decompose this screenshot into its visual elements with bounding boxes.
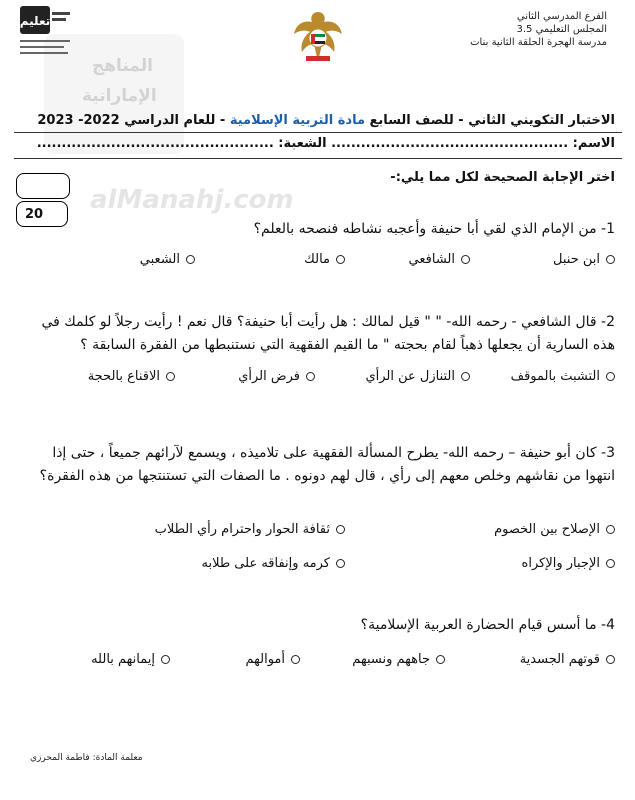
divider xyxy=(14,132,622,133)
radio-icon[interactable] xyxy=(186,255,195,264)
radio-icon[interactable] xyxy=(461,372,470,381)
option[interactable]: التشبث بالموقف xyxy=(511,369,615,384)
radio-icon[interactable] xyxy=(336,559,345,568)
option[interactable]: الإصلاح بين الخصوم xyxy=(494,522,615,537)
question-1: 1- من الإمام الذي لقي أبا حنيفة وأعجبه نشاطه فنصحه بالعلم؟ xyxy=(253,221,615,237)
option[interactable]: ثقافة الحوار واحترام رأي الطلاب xyxy=(155,522,345,537)
student-name-field[interactable]: الاسم: ................................................ الشعبة: ................................................ xyxy=(36,136,615,151)
school-line: مدرسة الهجرة الحلقة الثانية بنات xyxy=(470,37,607,48)
option[interactable]: إيمانهم بالله xyxy=(91,652,170,667)
option[interactable]: فرض الرأي xyxy=(238,369,315,384)
radio-icon[interactable] xyxy=(166,372,175,381)
question-3: 3- كان أبو حنيفة – رحمه الله- يطرح المسألة الفقهية على تلاميذه ، ويسمع لآرائهم جميعاً ، حتى إذا انتهوا من نقاشهم وخلص معهم إلى رأي ، قال لهم دونوه . ما الصفات التي تستنتجها من هذه الفقرة؟ xyxy=(39,445,615,484)
radio-icon[interactable] xyxy=(291,655,300,664)
radio-icon[interactable] xyxy=(306,372,315,381)
score-box[interactable] xyxy=(16,173,70,199)
divider xyxy=(14,158,622,159)
radio-icon[interactable] xyxy=(606,525,615,534)
exam-subject: مادة التربية الإسلامية xyxy=(229,113,366,128)
question-4: 4- ما أسس قيام الحضارة العربية الإسلامية؟ xyxy=(360,617,615,633)
radio-icon[interactable] xyxy=(606,255,615,264)
option[interactable]: قوتهم الجسدية xyxy=(520,652,615,667)
instruction: اختر الإجابة الصحيحة لكل مما يلي:- xyxy=(390,170,615,185)
option[interactable]: جاههم ونسبهم xyxy=(352,652,445,667)
radio-icon[interactable] xyxy=(336,525,345,534)
option[interactable]: كرمه وإنفاقه على طلابه xyxy=(201,556,345,571)
svg-text:تعليم: تعليم xyxy=(19,14,51,28)
teacher-name: معلمة المادة: فاطمة المحرزي xyxy=(30,753,143,763)
option[interactable]: مالك xyxy=(304,252,345,267)
option[interactable]: الإجبار والإكراه xyxy=(522,556,615,571)
radio-icon[interactable] xyxy=(436,655,445,664)
uae-emblem xyxy=(290,8,346,66)
option[interactable]: الشافعي xyxy=(409,252,470,267)
exam-title xyxy=(15,113,615,128)
radio-icon[interactable] xyxy=(336,255,345,264)
school-info xyxy=(407,10,607,49)
radio-icon[interactable] xyxy=(161,655,170,664)
radio-icon[interactable] xyxy=(606,372,615,381)
watermark-text: المناهج xyxy=(92,56,153,76)
watermark-text: الإماراتية xyxy=(82,86,157,106)
school-line: المجلس التعليمي 3.5 xyxy=(516,24,607,35)
radio-icon[interactable] xyxy=(461,255,470,264)
watermark-url: alManahj.com xyxy=(90,185,294,215)
ministry-logo xyxy=(18,4,74,64)
option[interactable]: التنازل عن الرأي xyxy=(365,369,470,384)
school-line: الفرع المدرسي الثاني xyxy=(516,11,607,22)
option[interactable]: الشعبي xyxy=(140,252,195,267)
radio-icon[interactable] xyxy=(606,559,615,568)
exam-title-pre: الاختبار التكويني الثاني - للصف السابع xyxy=(369,113,615,128)
question-2: 2- قال الشافعي - رحمه الله- " " قيل لمالك : هل رأيت أبا حنيفة؟ قال نعم ! رأيت رجلاً لو كلمك في هذه السارية أن يجعلها ذهباً لقام بحجته " ما القيم الفقهية التي نستنبطها من الفقرة السابقة ؟ xyxy=(41,314,615,353)
option[interactable]: الاقناع بالحجة xyxy=(88,369,175,384)
total-score: 20 xyxy=(25,206,44,222)
exam-year: - للعام الدراسي 2022- 2023 xyxy=(37,113,226,128)
option[interactable]: أموالهم xyxy=(245,652,300,667)
radio-icon[interactable] xyxy=(606,655,615,664)
option[interactable]: ابن حنبل xyxy=(553,252,615,267)
